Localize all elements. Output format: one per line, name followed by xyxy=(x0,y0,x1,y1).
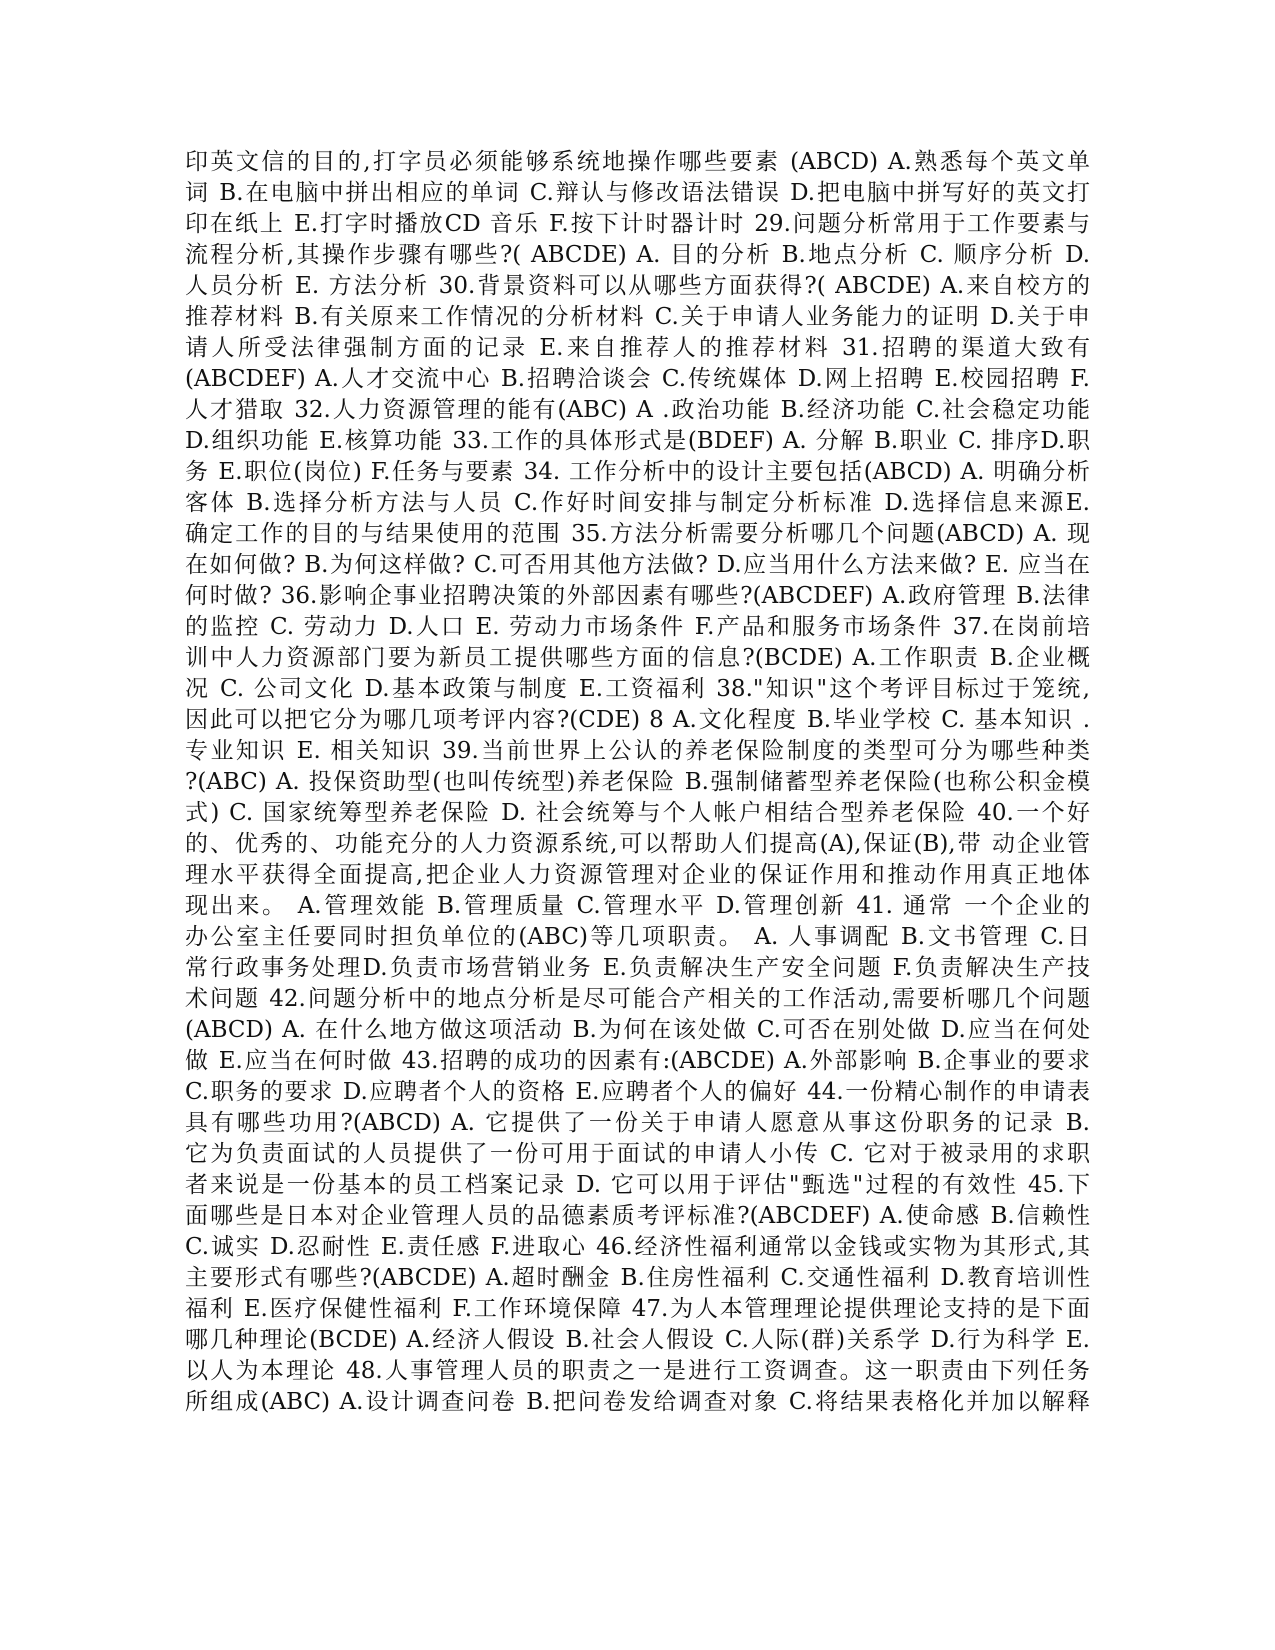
text-line: 印在纸上 E.打字时播放CD 音乐 F.按下计时器计时 29.问题分析常用于工作要素与 xyxy=(185,211,1090,237)
text-line: 现出来。 A.管理效能 B.管理质量 C.管理水平 D.管理创新 41. 通常 一个企业的 xyxy=(185,893,1090,919)
text-line: 训中人力资源部门要为新员工提供哪些方面的信息?(BCDE) A.工作职责 B.企业概 xyxy=(185,645,1090,671)
text-line: 确定工作的目的与结果使用的范围 35.方法分析需要分析哪几个问题(ABCD) A. 现 xyxy=(185,521,1090,547)
text-line: 福利 E.医疗保健性福利 F.工作环境保障 47.为人本管理理论提供理论支持的是下面 xyxy=(185,1296,1090,1322)
text-line: 况 C. 公司文化 D.基本政策与制度 E.工资福利 38."知识"这个考评目标过于笼统, xyxy=(185,676,1090,702)
text-line: 式) C. 国家统筹型养老保险 D. 社会统筹与个人帐户相结合型养老保险 40.一个好 xyxy=(185,800,1090,826)
text-line: 人才猎取 32.人力资源管理的能有(ABC) A .政治功能 B.经济功能 C.社会稳定功能 xyxy=(185,397,1090,423)
document-body-text xyxy=(185,147,1090,1418)
text-line: 术问题 42.问题分析中的地点分析是尽可能合产相关的工作活动,需要析哪几个问题 xyxy=(185,986,1090,1012)
text-line: ?(ABC) A. 投保资助型(也叫传统型)养老保险 B.强制储蓄型养老保险(也称公积金模 xyxy=(185,769,1090,795)
text-line: 推荐材料 B.有关原来工作情况的分析材料 C.关于申请人业务能力的证明 D.关于申 xyxy=(185,304,1090,330)
text-line: 办公室主任要同时担负单位的(ABC)等几项职责。 A. 人事调配 B.文书管理 C.日 xyxy=(185,924,1090,950)
text-line: 专业知识 E. 相关知识 39.当前世界上公认的养老保险制度的类型可分为哪些种类 xyxy=(185,738,1090,764)
text-line: 因此可以把它分为哪几项考评内容?(CDE) 8 A.文化程度 B.毕业学校 C. 基本知识 . xyxy=(185,707,1090,733)
text-line: 以人为本理论 48.人事管理人员的职责之一是进行工资调查。这一职责由下列任务 xyxy=(185,1358,1090,1384)
text-line: 具有哪些功用?(ABCD) A. 它提供了一份关于申请人愿意从事这份职务的记录 B. xyxy=(185,1110,1090,1136)
text-line: 务 E.职位(岗位) F.任务与要素 34. 工作分析中的设计主要包括(ABCD) A. 明确分析 xyxy=(185,459,1090,485)
text-line: 何时做? 36.影响企事业招聘决策的外部因素有哪些?(ABCDEF) A.政府管理 B.法律 xyxy=(185,583,1090,609)
text-line: (ABCDEF) A.人才交流中心 B.招聘洽谈会 C.传统媒体 D.网上招聘 E.校园招聘 F. xyxy=(185,366,1090,392)
text-line: 理水平获得全面提高,把企业人力资源管理对企业的保证作用和推动作用真正地体 xyxy=(185,862,1090,888)
text-line: 主要形式有哪些?(ABCDE) A.超时酬金 B.住房性福利 C.交通性福利 D.教育培训性 xyxy=(185,1265,1090,1291)
text-line: D.组织功能 E.核算功能 33.工作的具体形式是(BDEF) A. 分解 B.职业 C. 排序D.职 xyxy=(185,428,1090,454)
text-line: 词 B.在电脑中拼出相应的单词 C.辩认与修改语法错误 D.把电脑中拼写好的英文打 xyxy=(185,180,1090,206)
text-line: 人员分析 E. 方法分析 30.背景资料可以从哪些方面获得?( ABCDE) A.来自校方的 xyxy=(185,273,1090,299)
text-line: 印英文信的目的,打字员必须能够系统地操作哪些要素 (ABCD) A.熟悉每个英文单 xyxy=(185,149,1090,175)
text-line: 的监控 C. 劳动力 D.人口 E. 劳动力市场条件 F.产品和服务市场条件 37.在岗前培 xyxy=(185,614,1090,640)
text-line: 客体 B.选择分析方法与人员 C.作好时间安排与制定分析标准 D.选择信息来源E. xyxy=(185,490,1090,516)
text-line: 面哪些是日本对企业管理人员的品德素质考评标准?(ABCDEF) A.使命感 B.信赖性 xyxy=(185,1203,1090,1229)
text-line: C.诚实 D.忍耐性 E.责任感 F.进取心 46.经济性福利通常以金钱或实物为其形式,其 xyxy=(185,1234,1090,1260)
text-line: (ABCD) A. 在什么地方做这项活动 B.为何在该处做 C.可否在别处做 D.应当在何处 xyxy=(185,1017,1090,1043)
text-line: C.职务的要求 D.应聘者个人的资格 E.应聘者个人的偏好 44.一份精心制作的申请表 xyxy=(185,1079,1090,1105)
text-line: 者来说是一份基本的员工档案记录 D. 它可以用于评估"甄选"过程的有效性 45.下 xyxy=(185,1172,1090,1198)
text-line: 流程分析,其操作步骤有哪些?( ABCDE) A. 目的分析 B.地点分析 C. 顺序分析 D. xyxy=(185,242,1090,268)
text-line: 所组成(ABC) A.设计调查问卷 B.把问卷发给调查对象 C.将结果表格化并加以解释 xyxy=(185,1389,1090,1415)
text-line: 在如何做? B.为何这样做? C.可否用其他方法做? D.应当用什么方法来做? E. 应当在 xyxy=(185,552,1090,578)
text-line: 的、优秀的、功能充分的人力资源系统,可以帮助人们提高(A),保证(B),带 动企业管 xyxy=(185,831,1090,857)
text-line: 常行政事务处理D.负责市场营销业务 E.负责解决生产安全问题 F.负责解决生产技 xyxy=(185,955,1090,981)
text-line: 哪几种理论(BCDE) A.经济人假设 B.社会人假设 C.人际(群)关系学 D.行为科学 E. xyxy=(185,1327,1090,1353)
text-line: 请人所受法律强制方面的记录 E.来自推荐人的推荐材料 31.招聘的渠道大致有 xyxy=(185,335,1090,361)
text-line: 它为负责面试的人员提供了一份可用于面试的申请人小传 C. 它对于被录用的求职 xyxy=(185,1141,1090,1167)
text-line: 做 E.应当在何时做 43.招聘的成功的因素有:(ABCDE) A.外部影响 B.企事业的要求 xyxy=(185,1048,1090,1074)
